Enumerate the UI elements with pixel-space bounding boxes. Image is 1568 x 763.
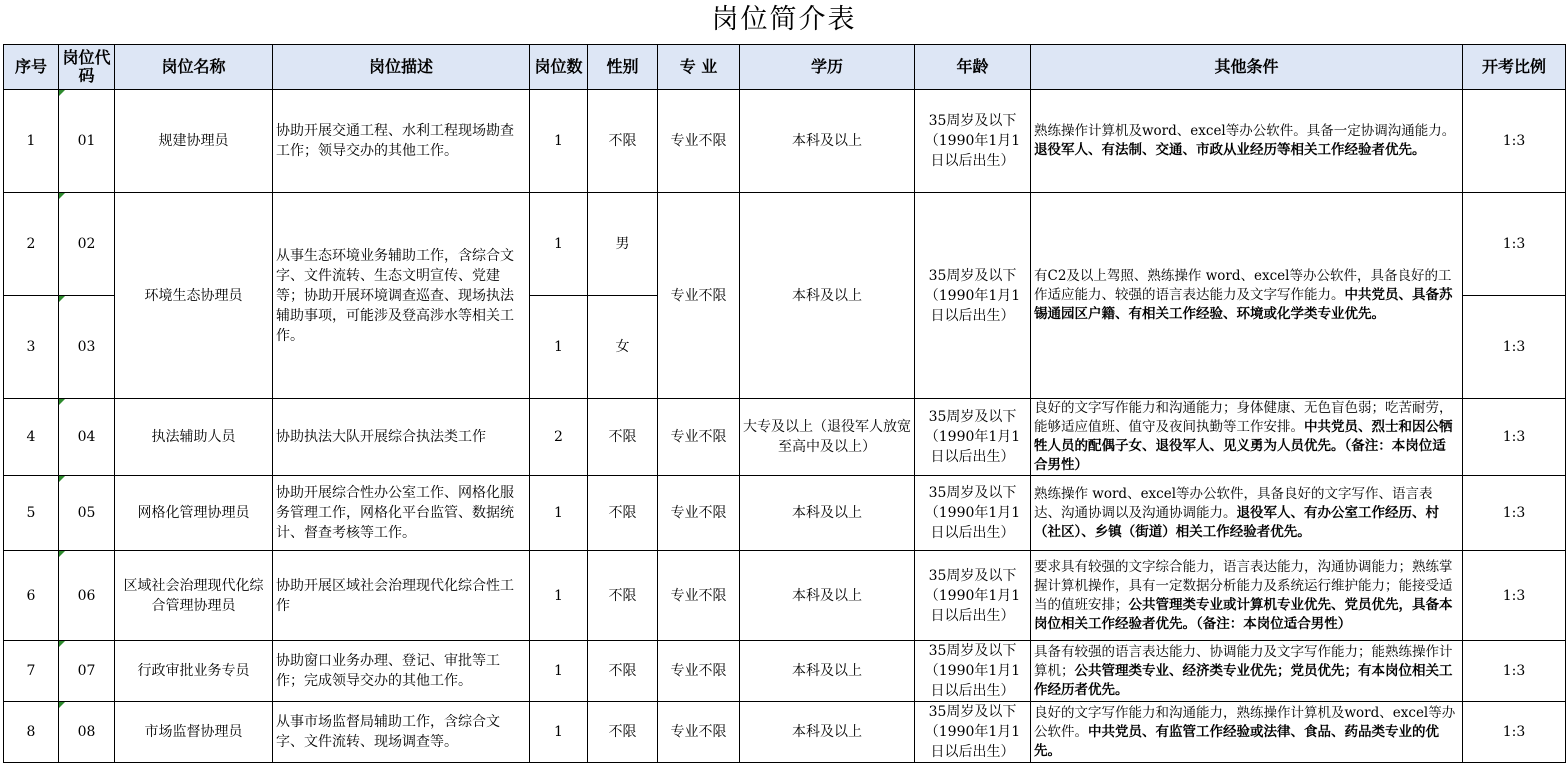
cell-code[interactable]: 08 xyxy=(59,702,115,763)
cell-count[interactable]: 1 xyxy=(530,476,588,551)
cell-major[interactable]: 专业不限 xyxy=(658,551,740,641)
cell-count[interactable]: 1 xyxy=(530,702,588,763)
cell-cond[interactable] xyxy=(1031,193,1463,399)
header-seq: 序号 xyxy=(4,45,59,90)
table-row xyxy=(4,476,1566,551)
table-row xyxy=(4,702,1566,763)
cell-gender[interactable]: 不限 xyxy=(588,90,658,193)
cell-gender[interactable]: 女 xyxy=(588,296,658,399)
cond-plain: 良好的文字写作能力和沟通能力，熟练操作计算机及word、excel等办公软件。 xyxy=(1034,704,1456,740)
cell-code[interactable]: 01 xyxy=(59,90,115,193)
table-row xyxy=(4,641,1566,702)
job-table xyxy=(3,44,1566,763)
cell-count[interactable]: 1 xyxy=(530,193,588,296)
header-major: 专 业 xyxy=(658,45,740,90)
cell-gender[interactable]: 男 xyxy=(588,193,658,296)
cell-ratio[interactable]: 1:3 xyxy=(1463,641,1566,702)
cell-major[interactable]: 专业不限 xyxy=(658,399,740,476)
cell-age[interactable]: 35周岁及以下（1990年1月1日以后出生） xyxy=(915,476,1031,551)
cell-edu[interactable]: 本科及以上 xyxy=(740,90,915,193)
header-edu: 学历 xyxy=(740,45,915,90)
cell-name[interactable]: 网格化管理协理员 xyxy=(115,476,273,551)
cond-bold: 中共党员、具备苏锡通园区户籍、有相关工作经验、环境或化学类专业优先。 xyxy=(1034,287,1453,322)
cell-seq[interactable]: 4 xyxy=(4,399,59,476)
cell-desc[interactable]: 协助开展区域社会治理现代化综合性工作 xyxy=(273,551,530,641)
cell-desc[interactable]: 协助开展交通工程、水利工程现场勘查工作；领导交办的其他工作。 xyxy=(273,90,530,193)
cell-major[interactable]: 专业不限 xyxy=(658,193,740,399)
cell-age[interactable]: 35周岁及以下（1990年1月1日以后出生） xyxy=(915,551,1031,641)
cell-code[interactable]: 03 xyxy=(59,296,115,399)
cond-plain: 良好的文字写作能力和沟通能力；身体健康、无色盲色弱；吃苦耐劳，能够适应值班、值守及夜间执勤等工作安排。 xyxy=(1034,400,1453,435)
header-name: 岗位名称 xyxy=(115,45,273,90)
cond-plain: 要求具有较强的文字综合能力，语言表达能力，沟通协调能力；熟练掌握计算机操作，具有一定数据分析能力及系统运行维护能力；能接受适当的值班安排； xyxy=(1034,558,1453,613)
cell-gender[interactable]: 不限 xyxy=(588,551,658,641)
table-row xyxy=(4,193,1566,296)
table-row xyxy=(4,551,1566,641)
cell-cond[interactable] xyxy=(1031,399,1463,476)
cond-plain: 熟练操作计算机及word、excel等办公软件。具备一定协调沟通能力。 xyxy=(1034,123,1456,139)
cell-name[interactable]: 规建协理员 xyxy=(115,90,273,193)
cell-gender[interactable]: 不限 xyxy=(588,702,658,763)
cell-name[interactable]: 区域社会治理现代化综合管理协理员 xyxy=(115,551,273,641)
header-code: 岗位代码 xyxy=(59,45,115,90)
cond-plain: 具备有较强的语言表达能力、协调能力及文字写作能力；能熟练操作计算机； xyxy=(1034,643,1453,679)
cell-seq[interactable]: 1 xyxy=(4,90,59,193)
cell-code[interactable]: 05 xyxy=(59,476,115,551)
cell-seq[interactable]: 2 xyxy=(4,193,59,296)
cell-desc[interactable]: 协助开展综合性办公室工作、网格化服务管理工作，网格化平台监管、数据统计、督查考核等工作。 xyxy=(273,476,530,551)
cond-bold: 退役军人、有办公室工作经历、村（社区）、乡镇（街道）相关工作经验者优先。 xyxy=(1034,504,1439,540)
cell-name[interactable]: 环境生态协理员 xyxy=(115,193,273,399)
cond-bold: 中共党员、有监管工作经验或法律、食品、药品类专业的优先。 xyxy=(1034,723,1439,759)
header-age: 年龄 xyxy=(915,45,1031,90)
cell-cond[interactable] xyxy=(1031,476,1463,551)
cell-major[interactable]: 专业不限 xyxy=(658,90,740,193)
cell-desc[interactable]: 从事市场监督局辅助工作，含综合文字、文件流转、现场调查等。 xyxy=(273,702,530,763)
cell-seq[interactable]: 3 xyxy=(4,296,59,399)
cond-bold: 退役军人、有法制、交通、市政从业经历等相关工作经验者优先。 xyxy=(1034,142,1426,158)
cell-ratio[interactable]: 1:3 xyxy=(1463,702,1566,763)
header-gender: 性别 xyxy=(588,45,658,90)
cell-code[interactable]: 02 xyxy=(59,193,115,296)
cell-gender[interactable]: 不限 xyxy=(588,476,658,551)
cell-desc[interactable]: 从事生态环境业务辅助工作，含综合文字、文件流转、生态文明宣传、党建等；协助开展环境调查巡查、现场执法辅助事项，可能涉及登高涉水等相关工作。 xyxy=(273,193,530,399)
cond-plain: 熟练操作 word、excel等办公软件，具备良好的文字写作、语言表达、沟通协调以及沟通协调能力。 xyxy=(1034,485,1433,521)
cond-plain: 有C2及以上驾照、熟练操作 word、excel等办公软件，具备良好的工作适应能力、较强的语言表达能力及文字写作能力。 xyxy=(1034,268,1452,303)
cell-cond[interactable] xyxy=(1031,551,1463,641)
cell-count[interactable]: 1 xyxy=(530,551,588,641)
cell-cond[interactable] xyxy=(1031,90,1463,193)
cell-cond[interactable] xyxy=(1031,702,1463,763)
cell-count[interactable]: 1 xyxy=(530,90,588,193)
cell-seq[interactable]: 8 xyxy=(4,702,59,763)
cell-name[interactable]: 行政审批业务专员 xyxy=(115,641,273,702)
cell-count[interactable]: 1 xyxy=(530,641,588,702)
cell-ratio[interactable]: 1:3 xyxy=(1463,193,1566,296)
table-row xyxy=(4,90,1566,193)
header-ratio: 开考比例 xyxy=(1463,45,1566,90)
cell-gender[interactable]: 不限 xyxy=(588,399,658,476)
header-count: 岗位数 xyxy=(530,45,588,90)
cell-edu[interactable]: 本科及以上 xyxy=(740,702,915,763)
cell-age[interactable]: 35周岁及以下（1990年1月1日以后出生） xyxy=(915,702,1031,763)
cell-desc[interactable]: 协助执法大队开展综合执法类工作 xyxy=(273,399,530,476)
cell-ratio[interactable]: 1:3 xyxy=(1463,296,1566,399)
cell-count[interactable]: 1 xyxy=(530,296,588,399)
table-row xyxy=(4,399,1566,476)
cell-desc[interactable]: 协助窗口业务办理、登记、审批等工作；完成领导交办的其他工作。 xyxy=(273,641,530,702)
cell-edu[interactable]: 本科及以上 xyxy=(740,551,915,641)
cell-name[interactable]: 执法辅助人员 xyxy=(115,399,273,476)
cell-ratio[interactable]: 1:3 xyxy=(1463,399,1566,476)
cond-bold: 公共管理类专业、经济类专业优先；党员优先；有本岗位相关工作经历者优先。 xyxy=(1034,662,1453,698)
cell-ratio[interactable]: 1:3 xyxy=(1463,476,1566,551)
cell-code[interactable]: 06 xyxy=(59,551,115,641)
cell-count[interactable]: 2 xyxy=(530,399,588,476)
cell-edu[interactable]: 本科及以上 xyxy=(740,476,915,551)
cell-seq[interactable]: 5 xyxy=(4,476,59,551)
cell-edu[interactable]: 本科及以上 xyxy=(740,193,915,399)
cell-ratio[interactable]: 1:3 xyxy=(1463,551,1566,641)
cell-major[interactable]: 专业不限 xyxy=(658,476,740,551)
header-cond: 其他条件 xyxy=(1031,45,1463,90)
cell-seq[interactable]: 6 xyxy=(4,551,59,641)
cond-bold: 公共管理类专业或计算机专业优先、党员优先，具备本岗位相关工作经验者优先。（备注：本岗位适合男性） xyxy=(1034,596,1453,632)
cell-age[interactable]: 35周岁及以下（1990年1月1日以后出生） xyxy=(915,641,1031,702)
cell-cond[interactable] xyxy=(1031,641,1463,702)
header-row xyxy=(4,45,1566,90)
cell-age[interactable]: 35周岁及以下（1990年1月1日以后出生） xyxy=(915,193,1031,399)
cell-code[interactable]: 04 xyxy=(59,399,115,476)
cond-bold: 中共党员、烈士和因公牺牲人员的配偶子女、退役军人、见义勇为人员优先。（备注：本岗位适合男性） xyxy=(1034,419,1453,473)
cell-age[interactable]: 35周岁及以下（1990年1月1日以后出生） xyxy=(915,399,1031,476)
cell-ratio[interactable]: 1:3 xyxy=(1463,90,1566,193)
cell-major[interactable]: 专业不限 xyxy=(658,702,740,763)
cell-seq[interactable]: 7 xyxy=(4,641,59,702)
cell-name[interactable]: 市场监督协理员 xyxy=(115,702,273,763)
cell-gender[interactable]: 不限 xyxy=(588,641,658,702)
cell-major[interactable]: 专业不限 xyxy=(658,641,740,702)
cell-edu[interactable]: 本科及以上 xyxy=(740,641,915,702)
cell-edu[interactable]: 大专及以上（退役军人放宽至高中及以上） xyxy=(740,399,915,476)
page-title: 岗位简介表 xyxy=(711,4,857,35)
cell-age[interactable]: 35周岁及以下（1990年1月1日以后出生） xyxy=(915,90,1031,193)
cell-code[interactable]: 07 xyxy=(59,641,115,702)
header-desc: 岗位描述 xyxy=(273,45,530,90)
